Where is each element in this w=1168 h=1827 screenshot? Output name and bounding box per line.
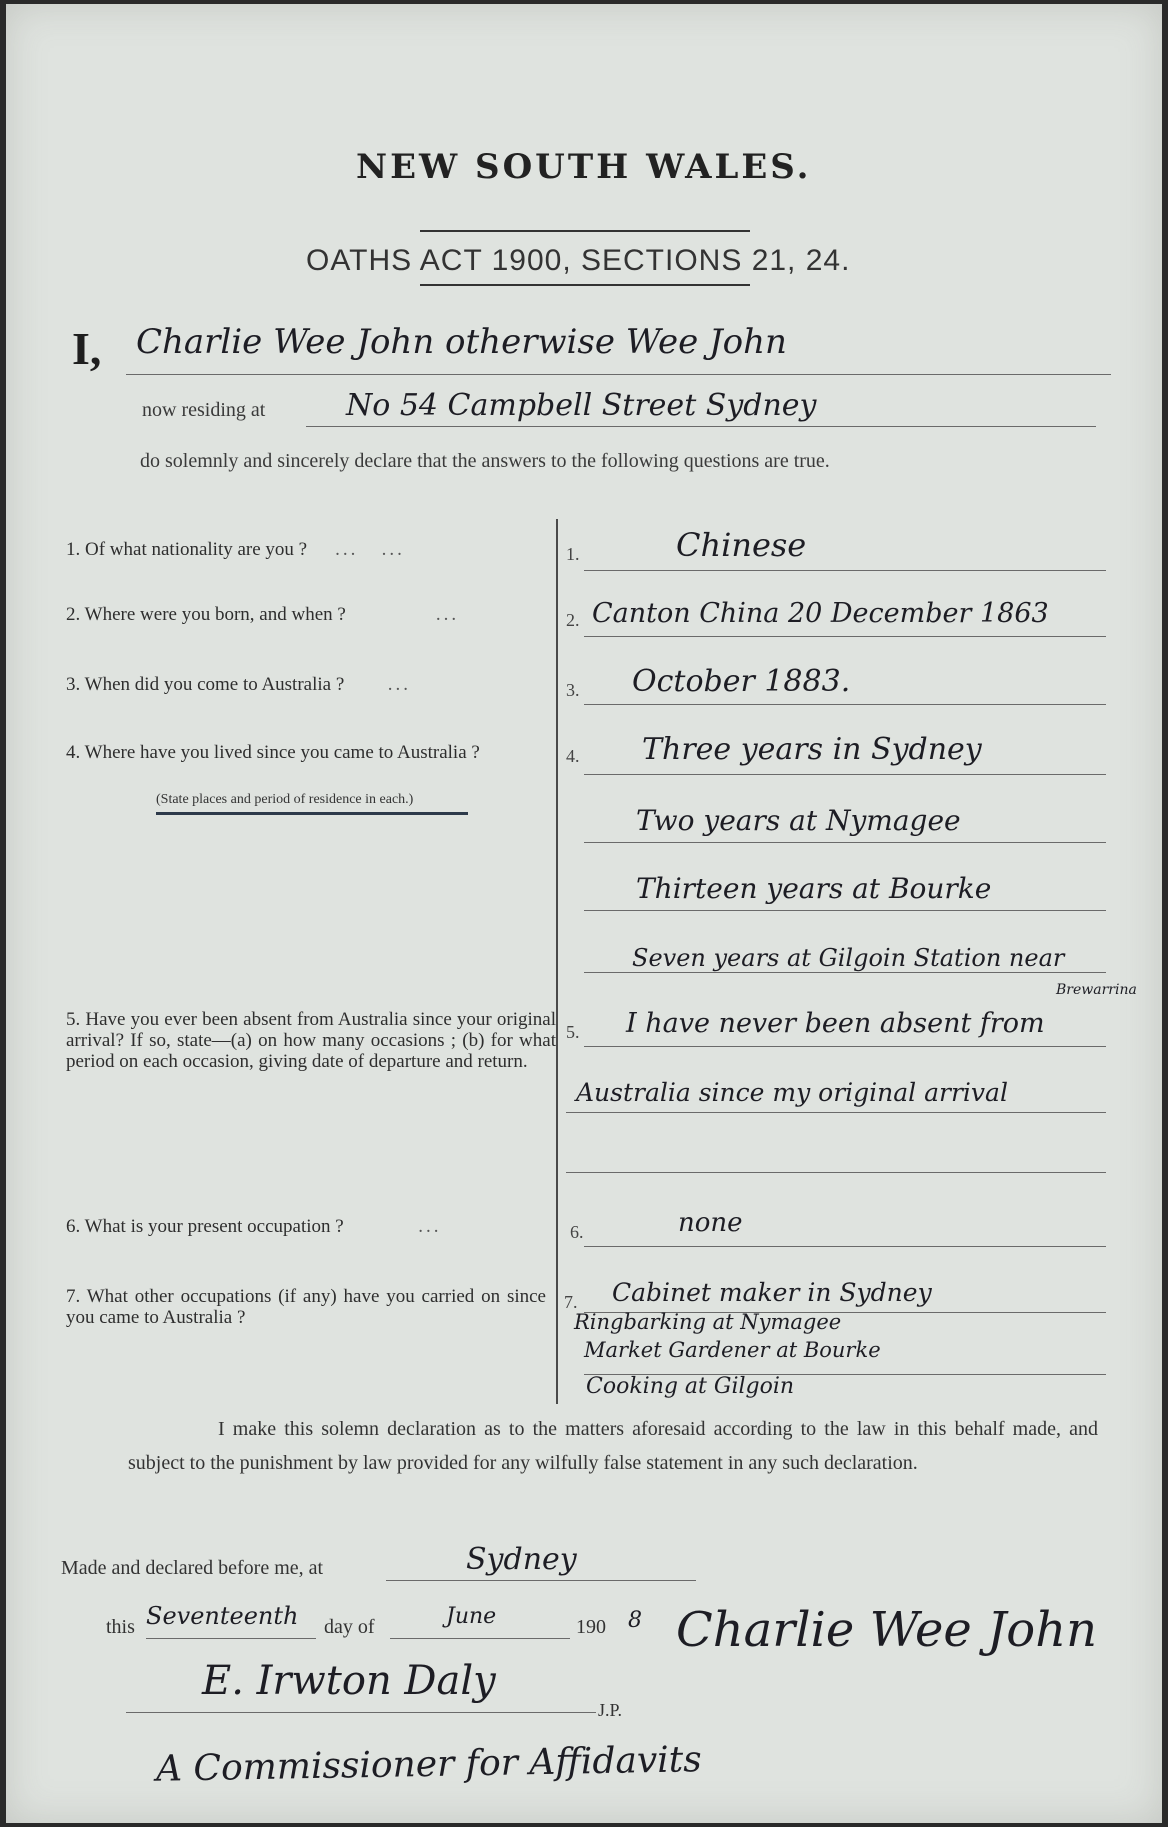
- day-line: [146, 1638, 316, 1639]
- answer-4-rule-2: [584, 842, 1106, 843]
- answer-7-line-1: Cabinet maker in Sydney: [612, 1278, 932, 1307]
- year-suffix: 8: [628, 1608, 642, 1633]
- answer-6-number: 6.: [570, 1222, 584, 1242]
- answer-2-number: 2.: [566, 610, 580, 630]
- made-declared-label: Made and declared before me, at: [61, 1557, 324, 1579]
- answer-4-line-4: Seven years at Gilgoin Station near: [632, 944, 1065, 972]
- answer-6-line: [584, 1246, 1106, 1247]
- day-of-label: day of: [324, 1616, 375, 1638]
- declaration-place: Sydney: [466, 1542, 577, 1577]
- question-1: 1. Of what nationality are you ? ... ...: [66, 539, 405, 560]
- answer-5-line-1: I have never been absent from: [626, 1008, 1045, 1039]
- answer-4-line-1: Three years in Sydney: [642, 732, 982, 767]
- jp-title: A Commissioner for Affidavits: [155, 1739, 703, 1790]
- answer-1: Chinese: [676, 526, 807, 564]
- answer-7-line-2: Ringbarking at Nymagee: [574, 1310, 842, 1334]
- declaration-month: June: [446, 1604, 497, 1629]
- answer-4-rule-4: [584, 972, 1106, 973]
- year-prefix: 190: [576, 1616, 606, 1638]
- question-4-note: (State places and period of residence in each.): [156, 792, 414, 807]
- declaration-form: [6, 4, 1162, 1823]
- question-4-note-underline: [156, 812, 468, 815]
- name-line: [126, 374, 1111, 375]
- question-6: 6. What is your present occupation ? ...: [66, 1216, 442, 1237]
- answer-6: none: [678, 1208, 743, 1238]
- declaration-text: I make this solemn declaration as to the matters aforesaid according to the law in this behalf made, and subject to the punishment by law provided for any wilfully false statement in any such declaration.: [128, 1418, 1098, 1474]
- answer-7-number: 7.: [564, 1292, 578, 1312]
- answer-3: October 1883.: [632, 664, 851, 699]
- act-title: OATHS ACT 1900, SECTIONS 21, 24.: [306, 244, 851, 277]
- heading-rule: [420, 230, 750, 232]
- this-label: this: [106, 1616, 135, 1638]
- question-5: 5. Have you ever been absent from Australia since your original arrival? If so, state—(a) on how many occasions ; (b) for what period on each occasion, giving date of departure and return.: [66, 1009, 556, 1072]
- question-2: 2. Where were you born, and when ? ...: [66, 604, 460, 625]
- answer-5-rule-2: [566, 1112, 1106, 1113]
- answer-1-number: 1.: [566, 544, 580, 564]
- column-divider: [556, 519, 558, 1404]
- answer-2-line: [584, 636, 1106, 637]
- declarant-address: No 54 Campbell Street Sydney: [346, 388, 817, 423]
- answer-5-number: 5.: [566, 1022, 580, 1042]
- answer-7-line-3: Market Gardener at Bourke: [584, 1338, 881, 1362]
- form-state-heading: NEW SOUTH WALES.: [356, 147, 812, 187]
- answer-4-rule-1: [584, 774, 1106, 775]
- answer-4-line-5: Brewarrina: [1056, 982, 1137, 998]
- act-underline: [420, 284, 750, 286]
- answer-4-number: 4.: [566, 746, 580, 766]
- jp-label: J.P.: [598, 1700, 623, 1720]
- question-7: 7. What other occupations (if any) have you carried on since you came to Australia ?: [66, 1286, 546, 1328]
- answer-1-line: [584, 570, 1106, 571]
- jp-signature: E. Irwton Daly: [202, 1658, 496, 1704]
- declarant-signature: Charlie Wee John: [676, 1602, 1098, 1658]
- answer-4-line-3: Thirteen years at Bourke: [636, 872, 992, 905]
- answer-5-rule-1: [584, 1046, 1106, 1047]
- answer-5-line-2: Australia since my original arrival: [576, 1078, 1008, 1107]
- answer-2: Canton China 20 December 1863: [592, 598, 1049, 629]
- question-4: 4. Where have you lived since you came to Australia ?: [66, 742, 480, 763]
- answer-3-line: [584, 704, 1106, 705]
- address-line: [306, 426, 1096, 427]
- month-line: [390, 1638, 570, 1639]
- declarant-prefix: I,: [72, 323, 102, 374]
- jp-line: [126, 1712, 596, 1713]
- residing-label: now residing at: [142, 399, 266, 421]
- answer-3-number: 3.: [566, 680, 580, 700]
- answer-4-line-2: Two years at Nymagee: [636, 804, 961, 837]
- question-3: 3. When did you come to Australia ? ...: [66, 674, 412, 695]
- declare-statement: do solemnly and sincerely declare that the answers to the following questions are true.: [140, 450, 830, 472]
- answer-7-line-4: Cooking at Gilgoin: [586, 1374, 795, 1399]
- answer-4-rule-3: [584, 910, 1106, 911]
- place-line: [386, 1580, 696, 1581]
- answer-5-rule-3: [566, 1172, 1106, 1173]
- declaration-day: Seventeenth: [146, 1602, 299, 1630]
- declarant-name: Charlie Wee John otherwise Wee John: [136, 322, 787, 362]
